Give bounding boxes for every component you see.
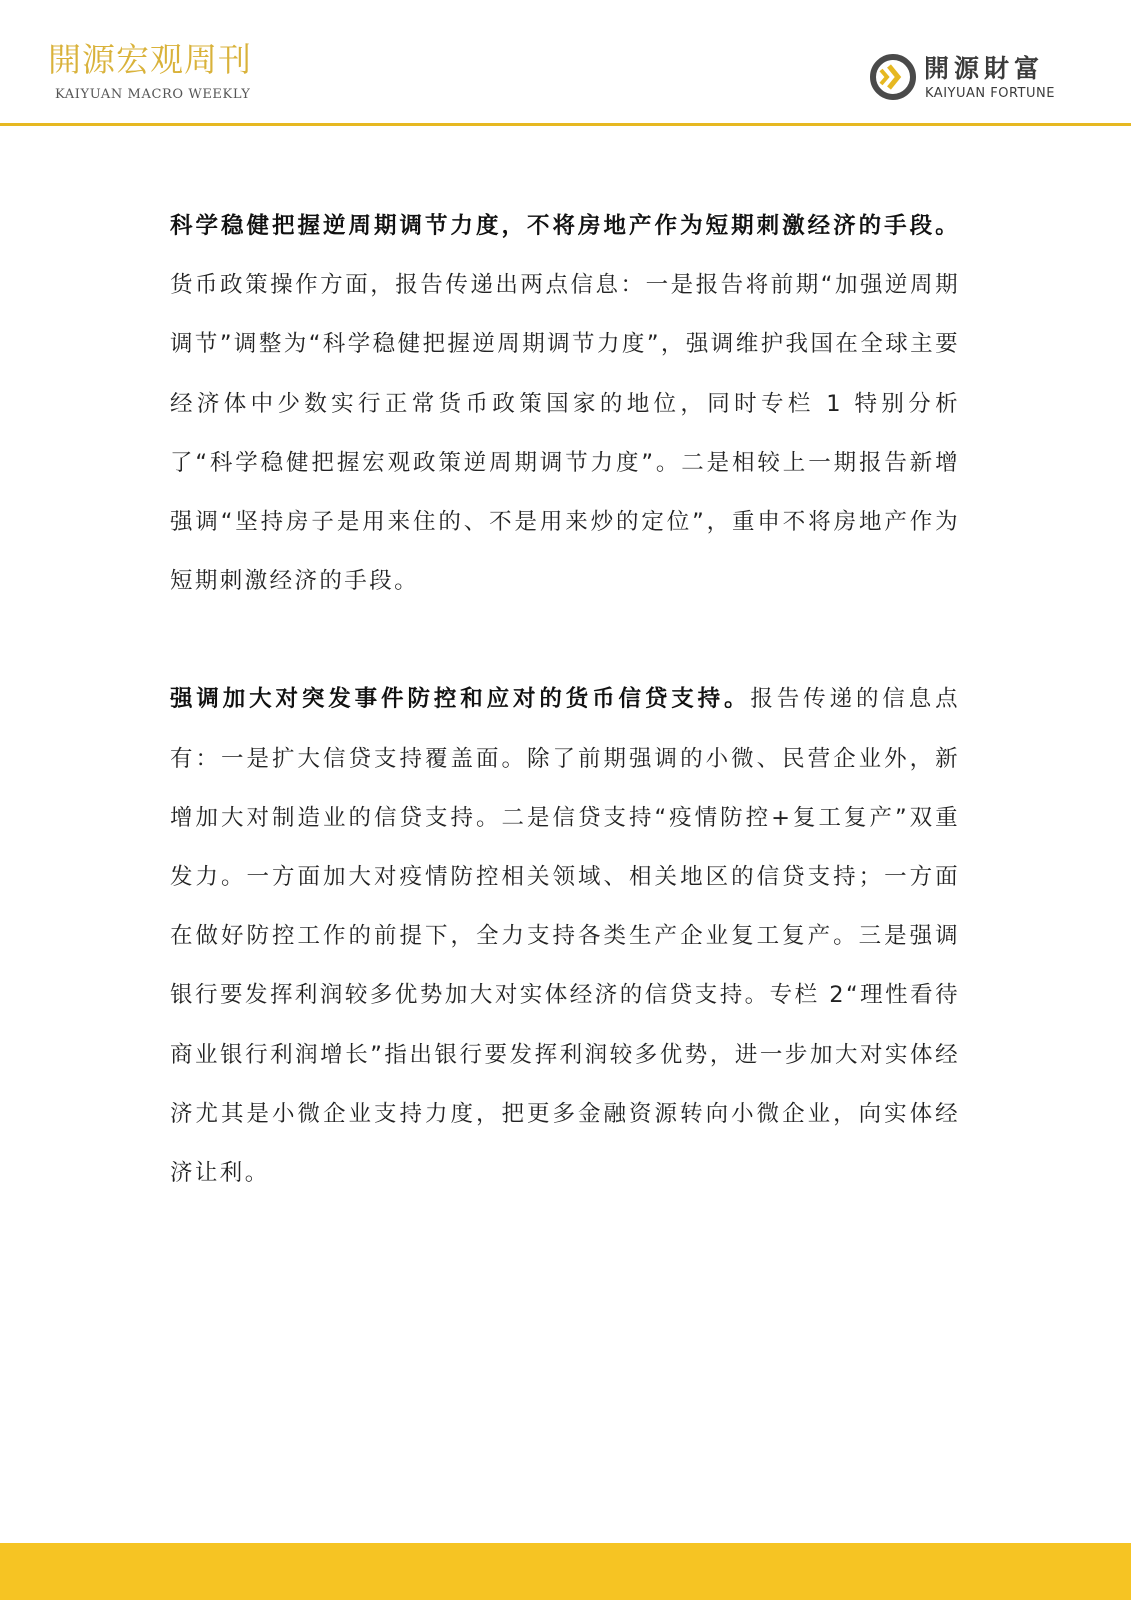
paragraph-credit-support <box>170 670 960 1203</box>
logo-name-text: 開源財富 <box>924 54 1045 83</box>
paragraph-text: 报告传递的信息点有：一是扩大信贷支持覆盖面。除了前期强调的小微、民营企业外，新增加大对制造业的信贷支持。二是信贷支持“疫情防控+复工复产”双重发力。一方面加大对疫情防控相关领域、相关地区的信贷支持；一方面在做好防控工作的前提下，全力支持各类生产企业复工复产。三是强调银行要发挥利润较多优势加大对实体经济的信贷支持。专栏 2“理性看待商业银行利润增长”指出银行要发挥利润较多优势，进一步加大对实体经济尤其是小微企业支持力度，把更多金融资源转向小微企业，向实体经济让利。 <box>170 686 960 1187</box>
publication-subtitle: KAIYUAN MACRO WEEKLY <box>55 87 251 102</box>
paragraph-countercyclical <box>170 197 960 611</box>
logo-english-text: KAIYUAN FORTUNE <box>925 86 1055 101</box>
paragraph-text: 货币政策操作方面，报告传递出两点信息：一是报告将前期“加强逆周期调节”调整为“科学稳健把握逆周期调节力度”，强调维护我国在全球主要经济体中少数实行正常货币政策国家的地位，同时专栏 1 特别分析了“科学稳健把握宏观政策逆周期调节力度”。二是相较上一期报告新增强调“坚持房子是用来住的、不是用来炒的定位”，重申不将房地产作为短期刺激经济的手段。 <box>170 272 960 595</box>
paragraph-lead: 科学稳健把握逆周期调节力度，不将房地产作为短期刺激经济的手段。 <box>170 213 960 239</box>
publication-title: 開源宏观周刊 <box>48 40 252 79</box>
header-divider <box>0 123 1131 126</box>
footer-bar <box>0 1543 1131 1600</box>
article-body <box>170 197 960 1203</box>
company-logo <box>868 52 1088 108</box>
page-header <box>0 0 1131 127</box>
paragraph-lead: 强调加大对突发事件防控和应对的货币信贷支持。 <box>170 686 751 713</box>
kaiyuan-k-logo-icon <box>868 52 918 102</box>
